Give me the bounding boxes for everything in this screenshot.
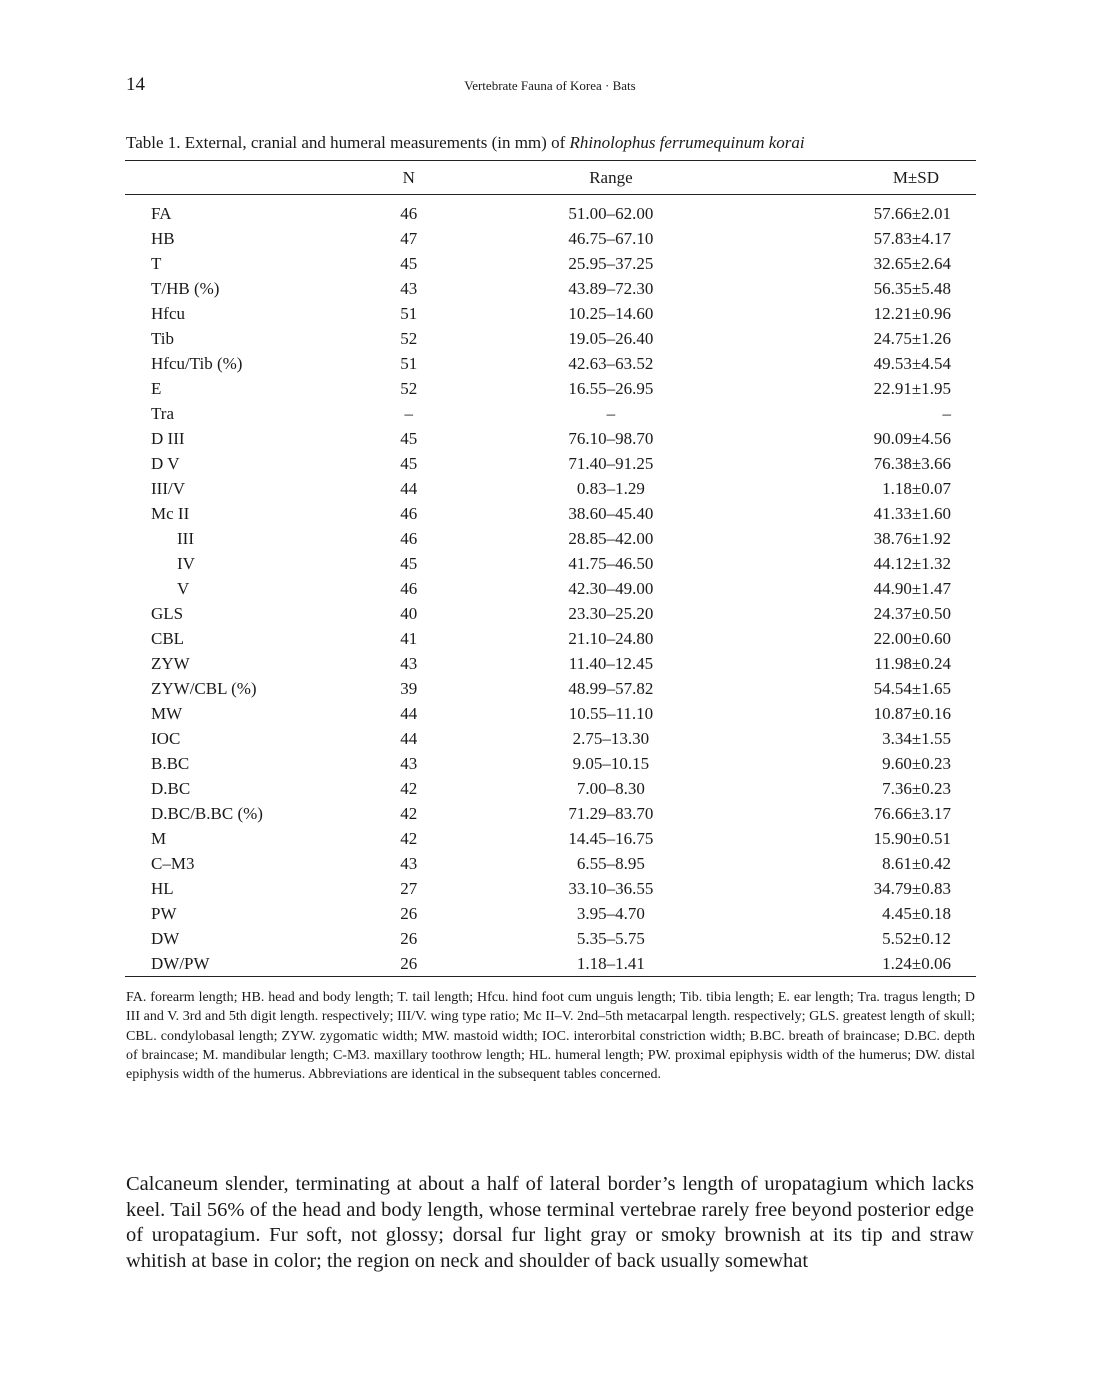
cell-range: 33.10–36.55: [568, 879, 654, 898]
cell-n: 46: [400, 579, 418, 598]
table-row: [125, 251, 976, 276]
cell-mean-sd: 41.33±1.60: [873, 504, 951, 523]
cell-label: GLS: [151, 604, 184, 623]
cell-mean-sd: 76.66±3.17: [873, 804, 951, 823]
cell-mean-sd: 12.21±0.96: [873, 304, 951, 323]
cell-mean-sd: 32.65±2.64: [873, 254, 951, 273]
table-row: [125, 476, 976, 501]
cell-n: 45: [400, 254, 418, 273]
cell-range: 10.25–14.60: [568, 304, 654, 323]
cell-n: –: [404, 404, 413, 423]
cell-range: 11.40–12.45: [568, 654, 654, 673]
cell-range: 1.18–1.41: [464, 951, 758, 977]
cell-range: 42.63–63.52: [568, 354, 654, 373]
running-head: Vertebrate Fauna of Korea · Bats: [464, 78, 636, 93]
table-row: [125, 651, 976, 676]
cell-label: ZYW: [151, 654, 190, 673]
cell-range: 19.05–26.40: [568, 329, 654, 348]
cell-label: III/V: [151, 479, 185, 498]
cell-range: 71.40–91.25: [568, 454, 654, 473]
cell-label: Tib: [151, 329, 175, 348]
table-row: [125, 326, 976, 351]
cell-n: 42: [400, 804, 418, 823]
table-row: [125, 626, 976, 651]
cell-range: 21.10–24.80: [568, 629, 654, 648]
species-name: Rhinolophus ferrumequinum korai: [569, 133, 805, 152]
cell-range: 0.83–1.29: [576, 479, 645, 498]
cell-label: D III: [151, 429, 185, 448]
table-row: [125, 576, 976, 601]
cell-n: 46: [400, 504, 418, 523]
table-row: [125, 676, 976, 701]
cell-n: 43: [400, 279, 418, 298]
cell-label: E: [151, 379, 162, 398]
cell-label: MW: [151, 704, 183, 723]
cell-mean-sd: 22.91±1.95: [873, 379, 951, 398]
table-body: [125, 195, 976, 977]
cell-label: HB: [151, 229, 175, 248]
cell-mean-sd: 9.60±0.23: [882, 754, 951, 773]
cell-mean-sd: 22.00±0.60: [873, 629, 951, 648]
cell-range: 28.85–42.00: [568, 529, 654, 548]
cell-range: 48.99–57.82: [568, 679, 654, 698]
cell-mean-sd: 90.09±4.56: [873, 429, 951, 448]
header-mean-sd: M±SD: [758, 161, 976, 195]
table-header-row: [125, 161, 976, 195]
cell-mean-sd: 44.90±1.47: [873, 579, 951, 598]
cell-range: 14.45–16.75: [568, 829, 654, 848]
cell-range: 42.30–49.00: [568, 579, 654, 598]
table-row: [125, 901, 976, 926]
cell-label: CBL: [151, 629, 185, 648]
cell-n: 26: [400, 904, 418, 923]
cell-n: 47: [400, 229, 418, 248]
cell-range: 5.35–5.75: [576, 929, 645, 948]
cell-mean-sd: 5.52±0.12: [882, 929, 951, 948]
cell-n: 43: [400, 754, 418, 773]
cell-mean-sd: 49.53±4.54: [873, 354, 951, 373]
cell-range: 41.75–46.50: [568, 554, 654, 573]
cell-n: 46: [400, 529, 418, 548]
cell-range: 51.00–62.00: [568, 204, 654, 223]
cell-label: III: [177, 529, 194, 548]
cell-mean-sd: 54.54±1.65: [873, 679, 951, 698]
cell-range: 9.05–10.15: [572, 754, 650, 773]
header-range: Range: [464, 161, 758, 195]
table-row: [125, 376, 976, 401]
table-row: [125, 301, 976, 326]
cell-n: 43: [400, 654, 418, 673]
table-row: [125, 876, 976, 901]
table-row: [125, 726, 976, 751]
cell-label: HL: [151, 879, 174, 898]
cell-n: 46: [400, 204, 418, 223]
header-label: [125, 161, 353, 195]
cell-n: 26: [353, 951, 464, 977]
caption-prefix: Table 1. External, cranial and humeral measurements (in mm) of: [126, 133, 570, 152]
cell-label: D.BC/B.BC (%): [151, 804, 263, 823]
cell-label: FA: [151, 204, 172, 223]
table-row: [125, 601, 976, 626]
table-footnote: FA. forearm length; HB. head and body length; T. tail length; Hfcu. hind foot cum unguis length; Tib. tibia length; E. ear length; Tra. tragus length; D III and V. 3rd and 5th digit length. respectively; III/V. wing type ratio; Mc II–V. 2nd–5th metacarpal length. respectively; GLS. greatest length of skull; CBL. condylobasal length; ZYW. zygomatic width; MW. mastoid width; IOC. interorbital constriction width; B.BC. breath of braincase; D.BC. depth of braincase; M. mandibular length; C-M3. maxillary toothrow length; HL. humeral length; PW. proximal epiphysis width of the humerus; DW. distal epiphysis width of the humerus. Abbreviations are identical in the subsequent tables concerned.: [126, 990, 975, 1083]
cell-range: –: [606, 404, 616, 423]
table-row: [125, 501, 976, 526]
table-row: [125, 751, 976, 776]
cell-mean-sd: 57.66±2.01: [873, 204, 951, 223]
cell-mean-sd: 57.83±4.17: [873, 229, 951, 248]
header-n: N: [353, 161, 464, 195]
cell-n: 40: [400, 604, 418, 623]
cell-mean-sd: 24.37±0.50: [873, 604, 951, 623]
cell-range: 71.29–83.70: [568, 804, 654, 823]
cell-label: C–M3: [151, 854, 195, 873]
cell-range: 6.55–8.95: [576, 854, 645, 873]
cell-label: D.BC: [151, 779, 191, 798]
cell-range: 16.55–26.95: [568, 379, 654, 398]
body-paragraph: Calcaneum slender, terminating at about a half of lateral border’s length of uropatagium which lacks keel. Tail 56% of the head and body length, whose terminal vertebrae rarely free beyond posterior edge of uropatagium. Fur soft, not glossy; dorsal fur light gray or smoky brownish at its tip and straw whitish at base in color; the region on neck and shoulder of back usually somewhat: [126, 1173, 974, 1272]
cell-mean-sd: 3.34±1.55: [882, 729, 951, 748]
table-row: [125, 826, 976, 851]
cell-range: 43.89–72.30: [568, 279, 654, 298]
cell-mean-sd: 38.76±1.92: [873, 529, 951, 548]
cell-mean-sd: 1.24±0.06: [758, 951, 976, 977]
cell-mean-sd: 8.61±0.42: [882, 854, 951, 873]
cell-n: 45: [400, 454, 418, 473]
cell-label: IV: [177, 554, 195, 573]
cell-mean-sd: 10.87±0.16: [873, 704, 951, 723]
table-row: [125, 951, 976, 977]
measurement-table-container: [125, 160, 976, 977]
cell-range: 25.95–37.25: [568, 254, 654, 273]
cell-mean-sd: 44.12±1.32: [873, 554, 951, 573]
cell-label: Hfcu/Tib (%): [151, 354, 243, 373]
cell-label: PW: [151, 904, 177, 923]
cell-n: 52: [400, 329, 418, 348]
table-row: [125, 851, 976, 876]
cell-range: 46.75–67.10: [568, 229, 654, 248]
cell-range: 2.75–13.30: [572, 729, 650, 748]
cell-label: B.BC: [151, 754, 190, 773]
table-row: [125, 195, 976, 227]
cell-mean-sd: 15.90±0.51: [873, 829, 951, 848]
cell-label: DW: [151, 929, 180, 948]
cell-range: 3.95–4.70: [576, 904, 645, 923]
table-row: [125, 276, 976, 301]
table-row: [125, 426, 976, 451]
table-row: [125, 451, 976, 476]
cell-label: T: [151, 254, 162, 273]
cell-mean-sd: 4.45±0.18: [882, 904, 951, 923]
cell-n: 52: [400, 379, 418, 398]
cell-label: Tra: [151, 404, 174, 423]
cell-range: 7.00–8.30: [576, 779, 645, 798]
measurement-table: [125, 160, 976, 977]
cell-mean-sd: 34.79±0.83: [873, 879, 951, 898]
cell-label: D V: [151, 454, 180, 473]
cell-range: 23.30–25.20: [568, 604, 654, 623]
cell-n: 45: [400, 429, 418, 448]
cell-n: 43: [400, 854, 418, 873]
cell-n: 45: [400, 554, 418, 573]
cell-label: Mc II: [151, 504, 190, 523]
cell-n: 44: [400, 704, 418, 723]
cell-n: 44: [400, 729, 418, 748]
cell-mean-sd: 7.36±0.23: [882, 779, 951, 798]
cell-range: 10.55–11.10: [568, 704, 654, 723]
cell-label: DW/PW: [125, 951, 353, 977]
table-row: [125, 776, 976, 801]
table-row: [125, 526, 976, 551]
cell-n: 42: [400, 829, 418, 848]
table-row: [125, 351, 976, 376]
cell-label: M: [151, 829, 167, 848]
cell-range: 76.10–98.70: [568, 429, 654, 448]
cell-mean-sd: 1.18±0.07: [882, 479, 951, 498]
table-row: [125, 551, 976, 576]
cell-label: T/HB (%): [151, 279, 220, 298]
cell-range: 38.60–45.40: [568, 504, 654, 523]
cell-n: 51: [400, 354, 418, 373]
cell-mean-sd: 76.38±3.66: [873, 454, 951, 473]
cell-label: ZYW/CBL (%): [151, 679, 257, 698]
cell-mean-sd: 24.75±1.26: [873, 329, 951, 348]
cell-label: Hfcu: [151, 304, 185, 323]
cell-n: 42: [400, 779, 418, 798]
table-row: [125, 226, 976, 251]
table-row: [125, 801, 976, 826]
cell-n: 51: [400, 304, 418, 323]
cell-n: 44: [400, 479, 418, 498]
table-caption: [126, 133, 805, 153]
table-row: [125, 701, 976, 726]
cell-mean-sd: 11.98±0.24: [874, 654, 951, 673]
table-row: [125, 926, 976, 951]
page-number: 14: [126, 74, 145, 95]
cell-n: 26: [400, 929, 418, 948]
cell-label: V: [177, 579, 190, 598]
cell-n: 27: [400, 879, 418, 898]
table-row: [125, 401, 976, 426]
cell-n: 39: [400, 679, 418, 698]
cell-mean-sd: 56.35±5.48: [873, 279, 951, 298]
cell-n: 41: [400, 629, 418, 648]
cell-mean-sd: –: [942, 404, 951, 423]
cell-label: IOC: [151, 729, 181, 748]
